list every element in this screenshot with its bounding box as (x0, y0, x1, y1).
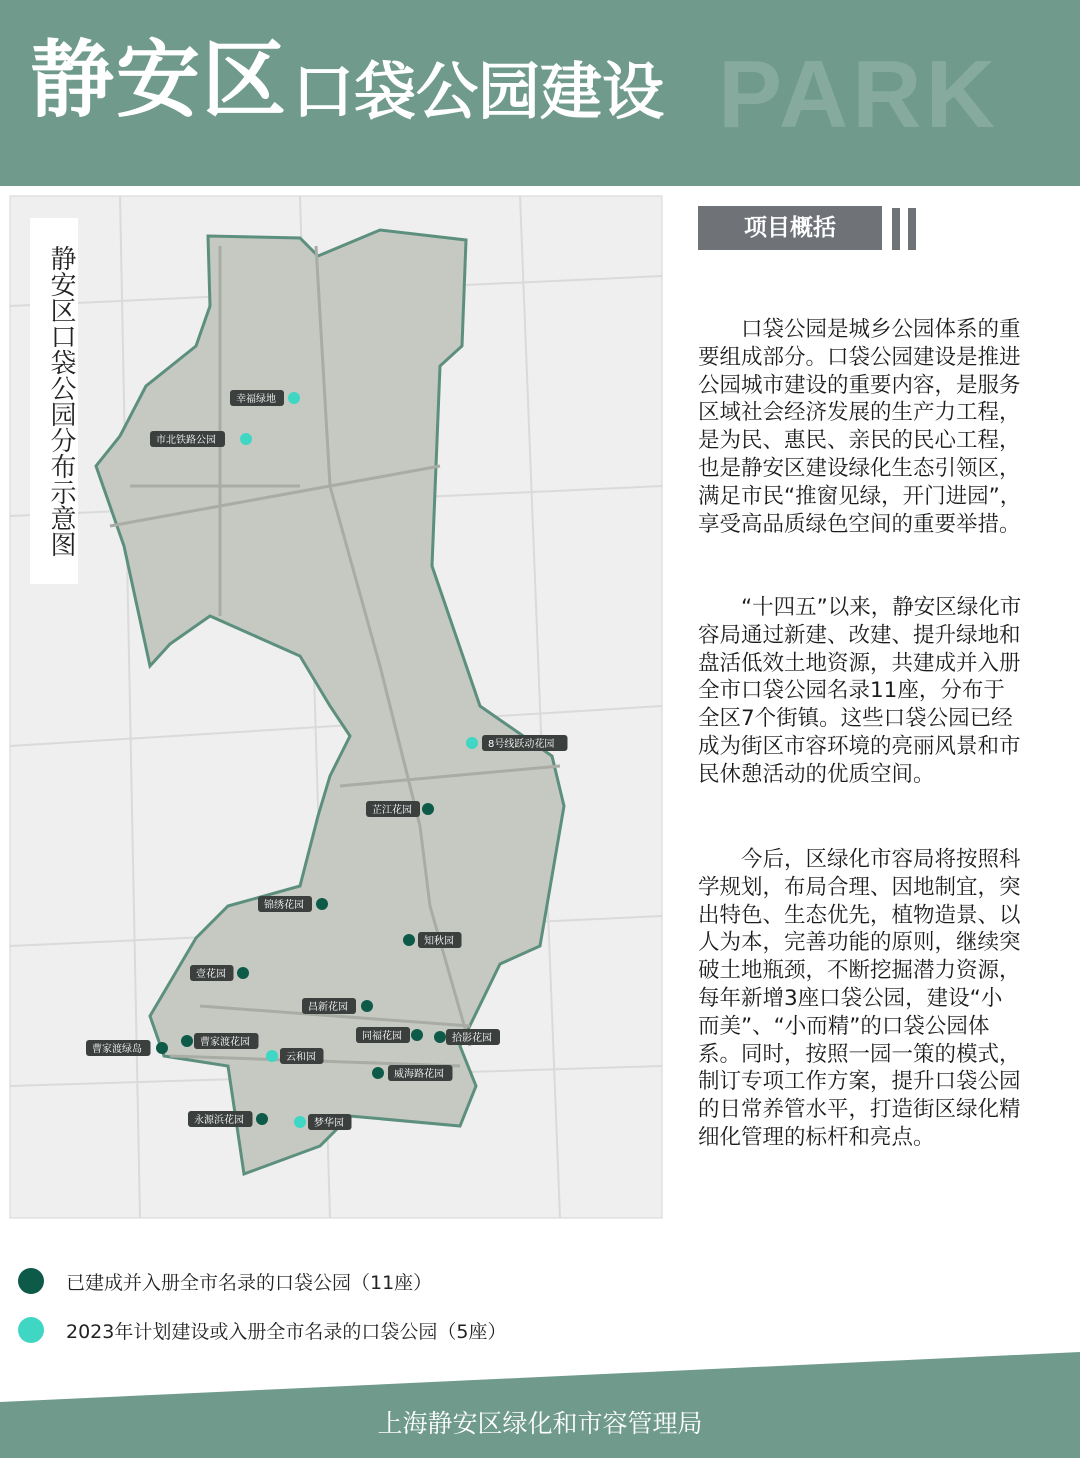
park-label: 8号线跃动花园 (488, 739, 555, 750)
park-label: 芷江花园 (372, 805, 412, 816)
park-label: 威海路花园 (394, 1069, 444, 1080)
built-park-dot[interactable] (256, 1113, 268, 1125)
planned-park-dot[interactable] (240, 433, 252, 445)
planned-marker-icon (18, 1317, 44, 1343)
built-park-dot[interactable] (237, 967, 249, 979)
built-park-dot[interactable] (411, 1029, 423, 1041)
overview-paragraph-1: 口袋公园是城乡公园体系的重要组成部分。口袋公园建设是推进公园城市建设的重要内容，是服务区域社会经济发展的生产力工程，是为民、惠民、亲民的民心工程，也是静安区建设绿化生态引领区，满足市民“推窗见绿，开门进园”，享受高品质绿色空间的重要举措。 (698, 317, 1022, 537)
divider-bar (892, 208, 900, 250)
built-park-dot[interactable] (434, 1031, 446, 1043)
map-canvas[interactable] (0, 186, 672, 1226)
park-label: 曹家渡花园 (200, 1037, 250, 1048)
map-title: 静安区口袋公园分布示意图 (30, 218, 78, 584)
park-label: 梦华园 (314, 1118, 344, 1129)
legend-label: 已建成并入册全市名录的口袋公园（11座） (66, 1271, 433, 1294)
park-label: 锦绣花园 (264, 900, 304, 911)
park-label: 同福花园 (362, 1031, 402, 1042)
park-label: 知秋园 (424, 936, 454, 947)
built-park-dot[interactable] (403, 934, 415, 946)
built-park-dot[interactable] (316, 898, 328, 910)
park-label: 永源浜花园 (194, 1115, 244, 1126)
park-label: 昌新花园 (308, 1002, 348, 1013)
legend-item-planned (18, 1315, 506, 1345)
park-label: 壹花园 (196, 969, 226, 980)
header-banner (0, 0, 1080, 186)
overview-paragraph-2: “十四五”以来，静安区绿化市容局通过新建、改建、提升绿地和盘活低效土地资源，共建成并入册全市口袋公园名录11座，分布于全区7个街镇。这些口袋公园已经成为街区市容环境的亮丽风景和市民休憩活动的优质空间。 (698, 595, 1022, 787)
park-label: 云和园 (286, 1052, 316, 1063)
district-map[interactable] (0, 186, 672, 1226)
legend-item-built (18, 1266, 432, 1296)
built-park-dot[interactable] (372, 1067, 384, 1079)
built-park-dot[interactable] (156, 1042, 168, 1054)
legend-label: 2023年计划建设或入册全市名录的口袋公园（5座） (66, 1320, 507, 1343)
built-park-dot[interactable] (181, 1035, 193, 1047)
divider-bar (908, 208, 916, 250)
built-marker-icon (18, 1268, 44, 1294)
planned-park-dot[interactable] (466, 737, 478, 749)
built-park-dot[interactable] (361, 1000, 373, 1012)
planned-park-dot[interactable] (288, 392, 300, 404)
planned-park-dot[interactable] (266, 1050, 278, 1062)
watermark-text: PARK (718, 41, 999, 148)
planned-park-dot[interactable] (294, 1116, 306, 1128)
built-park-dot[interactable] (422, 803, 434, 815)
overview-paragraph-3: 今后，区绿化市容局将按照科学规划，布局合理、因地制宜，突出特色、生态优先，植物造景、以人为本，完善功能的原则，继续突破土地瓶颈，不断挖掘潜力资源，每年新增3座口袋公园，建设“小而美”、“小而精”的口袋公园体系。同时，按照一园一策的模式，制订专项工作方案，提升口袋公园的日常养管水平，打造街区绿化精细化管理的标杆和亮点。 (698, 847, 1021, 1150)
section-label: 项目概括 (698, 206, 882, 250)
park-label: 拾影花园 (452, 1033, 492, 1044)
page-subtitle: 口袋公园建设 (292, 55, 665, 128)
park-label: 市北铁路公园 (156, 435, 216, 446)
page-title: 静安区 (30, 31, 289, 129)
park-label: 幸福绿地 (236, 394, 276, 405)
park-label: 曹家渡绿岛 (92, 1044, 142, 1055)
footer-org: 上海静安区绿化和市容管理局 (377, 1409, 703, 1438)
